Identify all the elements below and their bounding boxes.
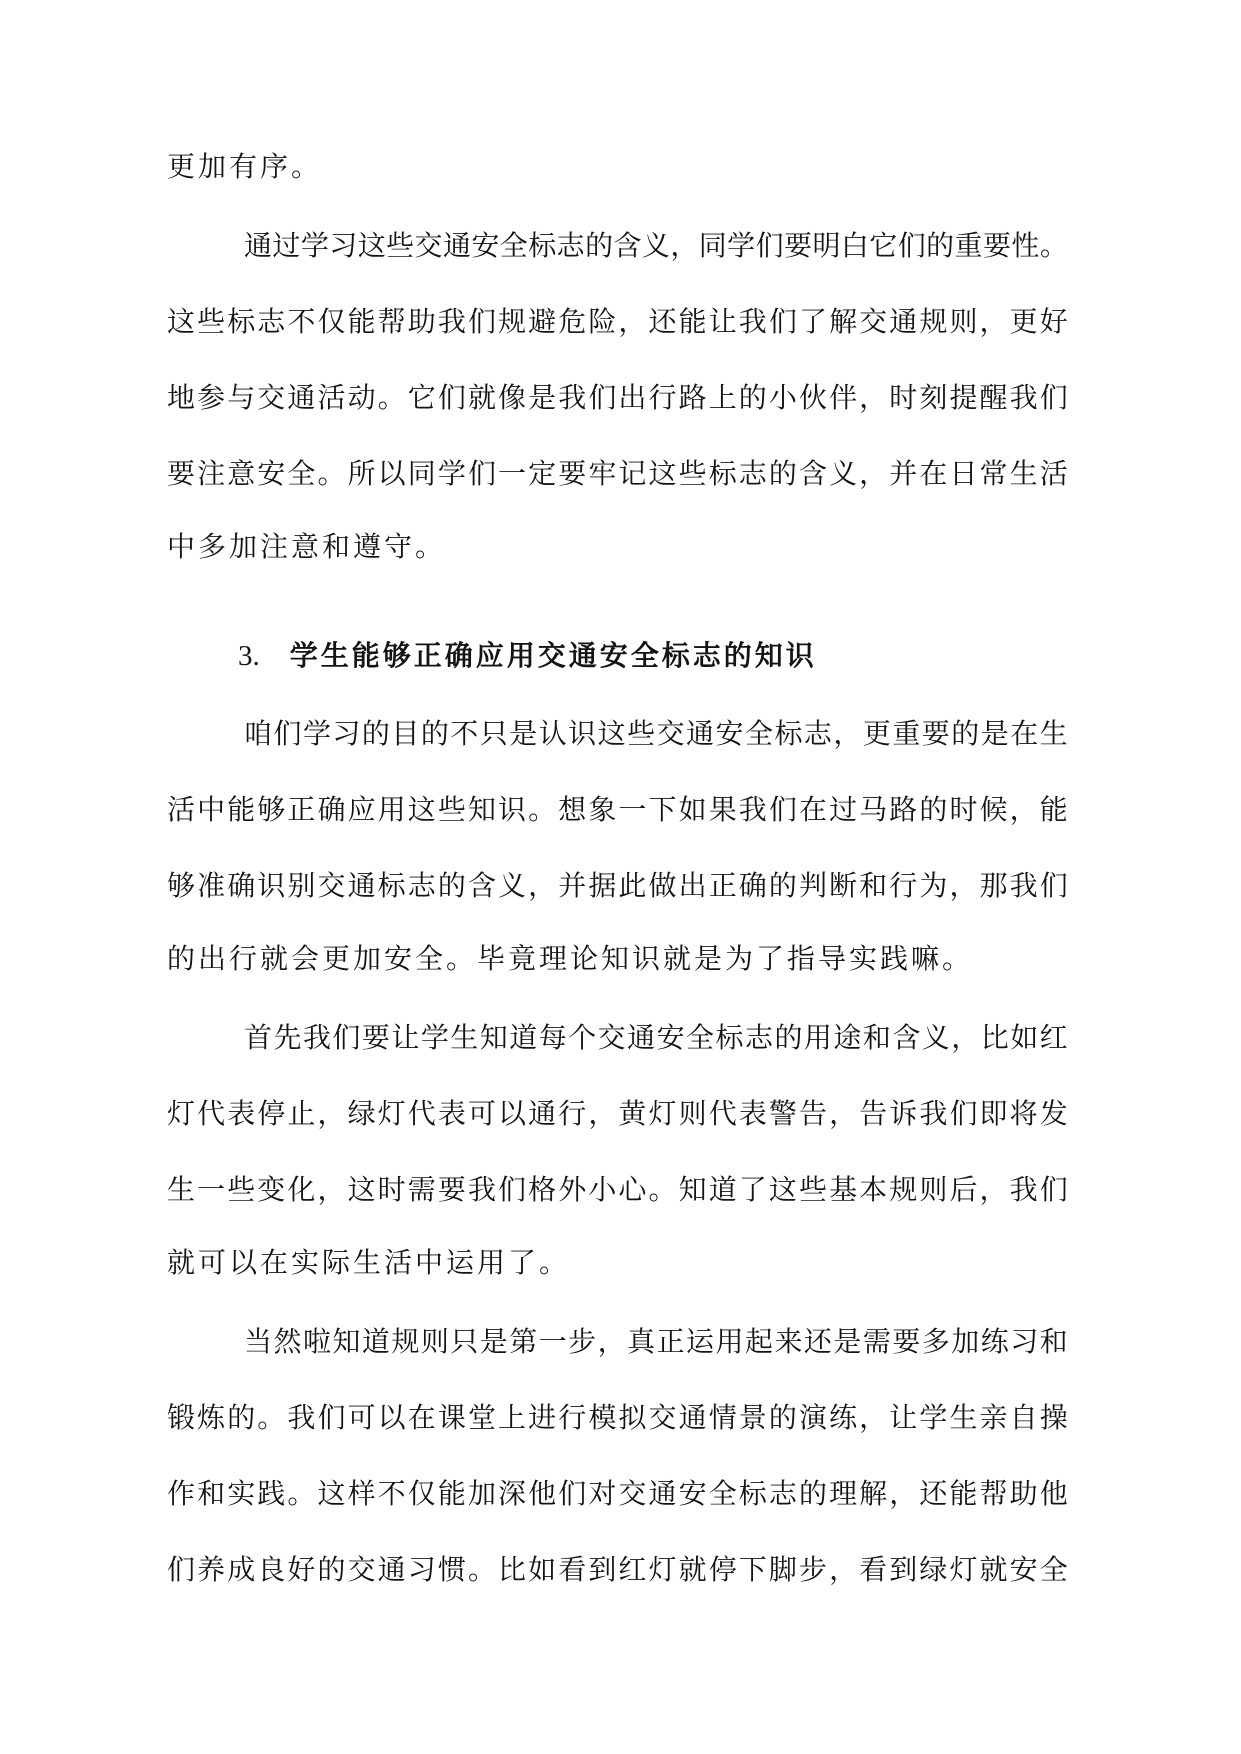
- text-line: 灯 代 表 停 止 ， 绿 灯 代 表 可 以 通 行 ， 黄 灯 则 代 表 警 告 ， 告 诉 我 们 即 将 发: [167, 1099, 1068, 1130]
- text-line: 就可以在实际生活中运用了。: [167, 1248, 571, 1279]
- text-line: 作 和 实 践 。 这 样 不 仅 能 加 深 他 们 对 交 通 安 全 标 志 的 理 解 ， 还 能 帮 助 他: [167, 1479, 1068, 1510]
- text-line: 要 注 意 安 全 。 所 以 同 学 们 一 定 要 牢 记 这 些 标 志 的 含 义 ， 并 在 日 常 生 活: [167, 459, 1068, 490]
- text-line: 这 些 标 志 不 仅 能 帮 助 我 们 规 避 危 险 ， 还 能 让 我 们 了 解 交 通 规 则 ， 更 好: [167, 307, 1068, 338]
- text-line: 地 参 与 交 通 活 动 。 它 们 就 像 是 我 们 出 行 路 上 的 小 伙 伴 ， 时 刻 提 醒 我 们: [167, 383, 1068, 414]
- text-line: 活 中 能 够 正 确 应 用 这 些 知 识 。 想 象 一 下 如 果 我 们 在 过 马 路 的 时 候 ， 能: [167, 795, 1068, 826]
- heading-number: 3.: [238, 640, 260, 672]
- text-line: 中多加注意和遵守。: [167, 532, 447, 563]
- text-line: 锻 炼 的 。 我 们 可 以 在 课 堂 上 进 行 模 拟 交 通 情 景 的 演 练 ， 让 学 生 亲 自 操: [167, 1403, 1068, 1434]
- text-line: 更加有序。: [167, 152, 323, 183]
- text-line: 首 先 我 们 要 让 学 生 知 道 每 个 交 通 安 全 标 志 的 用 途 和 含 义 ， 比 如 红: [244, 1023, 1068, 1054]
- text-line: 咱 们 学 习 的 目 的 不 只 是 认 识 这 些 交 通 安 全 标 志 ， 更 重 要 的 是 在 生: [244, 719, 1068, 750]
- text-line: 通 过 学 习 这 些 交 通 安 全 标 志 的 含 义 ， 同 学 们 要 明 白 它 们 的 重 要 性 。: [244, 231, 1068, 262]
- text-line: 够 准 确 识 别 交 通 标 志 的 含 义 ， 并 据 此 做 出 正 确 的 判 断 和 行 为 ， 那 我 们: [167, 871, 1068, 902]
- text-line: 的出行就会更加安全。毕竟理论知识就是为了指导实践嘛。: [167, 944, 974, 975]
- heading-text: 学生能够正确应用交通安全标志的知识: [289, 641, 817, 672]
- document-body: [167, 130, 1068, 1606]
- section-heading: [167, 618, 1068, 694]
- text-line: 当 然 啦 知 道 规 则 只 是 第 一 步 ， 真 正 运 用 起 来 还 是 需 要 多 加 练 习 和: [244, 1327, 1068, 1358]
- text-line: 们 养 成 良 好 的 交 通 习 惯 。 比 如 看 到 红 灯 就 停 下 脚 步 ， 看 到 绿 灯 就 安 全: [167, 1555, 1068, 1586]
- text-line: 生 一 些 变 化 ， 这 时 需 要 我 们 格 外 小 心 。 知 道 了 这 些 基 本 规 则 后 ， 我 们: [167, 1175, 1068, 1206]
